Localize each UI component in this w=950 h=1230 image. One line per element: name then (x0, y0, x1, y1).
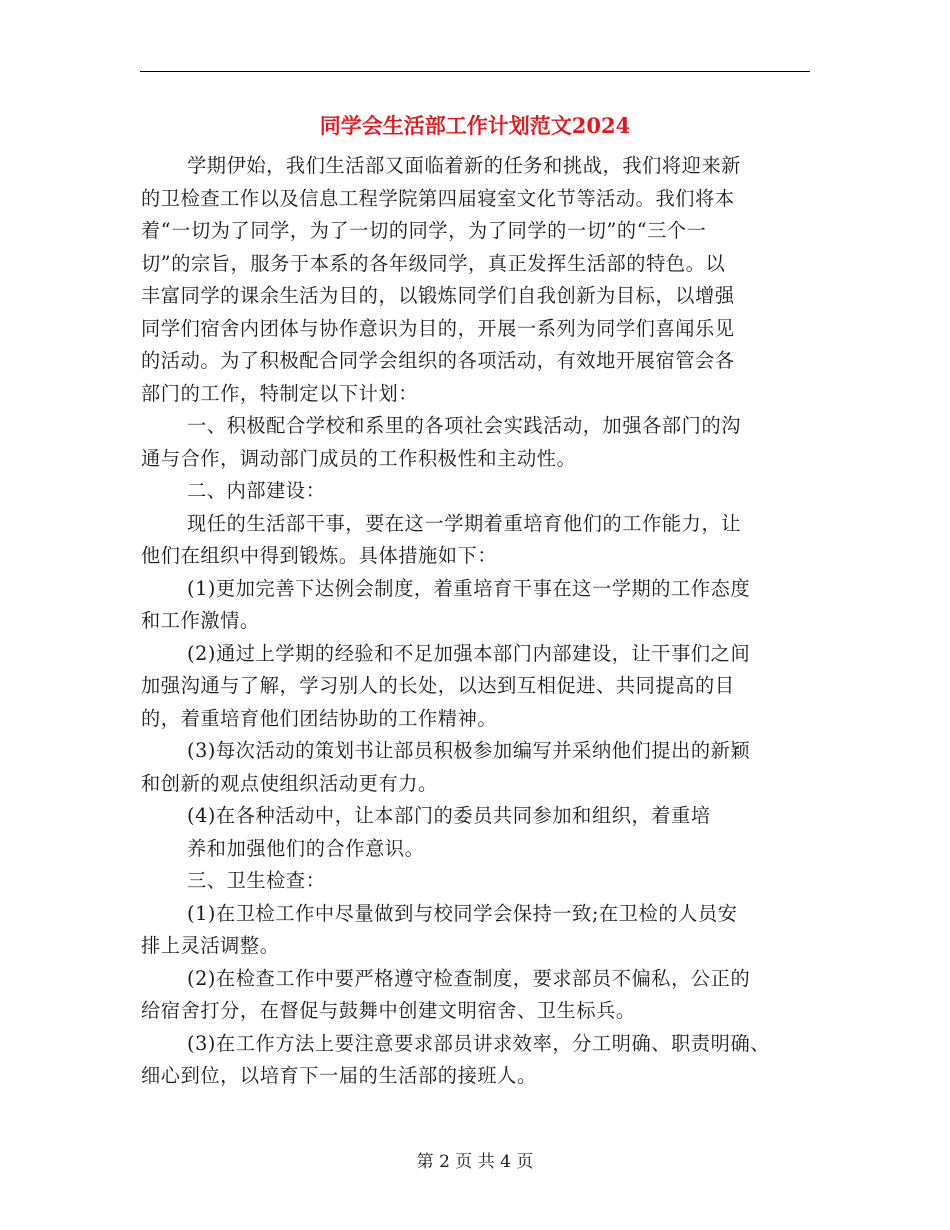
text-line: 着“一切为了同学，为了一切的同学，为了同学的一切”的“三个一 (141, 219, 707, 242)
text-line: (1)更加完善下达例会制度，着重培育干事在这一学期的工作态度 (187, 576, 751, 600)
text-line: 通与合作，调动部门成员的工作积极性和主动性。 (141, 446, 577, 470)
text-line: 学期伊始，我们生活部又面临着新的任务和挑战，我们将迎来新 (187, 154, 742, 177)
text-line: 的，着重培育他们团结协助的工作精神。 (141, 706, 498, 730)
text-line: (4)在各种活动中，让本部门的委员共同参加和组织，着重培 (187, 804, 711, 827)
text-line: 和工作激情。 (141, 609, 260, 632)
text-line: 给宿舍打分，在督促与鼓舞中创建文明宿舍、卫生标兵。 (141, 999, 636, 1022)
document-title: 同学会生活部工作计划范文2024 (319, 113, 631, 138)
text-line: 的卫检查工作以及信息工程学院第四届寝室文化节等活动。我们将本 (141, 186, 735, 210)
text-line: (3)每次活动的策划书让部员积极参加编写并采纳他们提出的新颖 (187, 739, 751, 762)
text-line: 丰富同学的课余生活为目的，以锻炼同学们自我创新为目标，以增强 (141, 284, 735, 307)
page-footer: 第 2 页 共 4 页 (416, 1152, 534, 1172)
header-rule (140, 71, 810, 72)
text-line: 的活动。为了积极配合同学会组织的各项活动，有效地开展宿管会各 (141, 349, 735, 372)
text-line: 细心到位，以培育下一届的生活部的接班人。 (141, 1064, 537, 1087)
text-line: (3)在工作方法上要注意要求部员讲求效率，分工明确、职责明确、 (187, 1031, 771, 1055)
document-body (141, 150, 821, 1093)
text-line: 三、卫生检查： (187, 869, 326, 892)
text-line: 养和加强他们的合作意识。 (187, 836, 425, 860)
text-line: 加强沟通与了解，学习别人的长处，以达到互相促进、共同提高的目 (141, 674, 735, 697)
text-line: 和创新的观点使组织活动更有力。 (141, 771, 438, 795)
text-line: 同学们宿舍内团体与协作意识为目的，开展一系列为同学们喜闻乐见 (141, 316, 735, 340)
text-line: 他们在组织中得到锻炼。具体措施如下： (141, 544, 498, 567)
text-line: 一、积极配合学校和系里的各项社会实践活动，加强各部门的沟 (187, 414, 742, 437)
text-line: (2)通过上学期的经验和不足加强本部门内部建设，让干事们之间 (187, 641, 751, 665)
text-line: 二、内部建设： (187, 479, 326, 502)
text-line: 现任的生活部干事，要在这一学期着重培育他们的工作能力，让 (187, 511, 742, 535)
text-line: 切”的宗旨，服务于本系的各年级同学，真正发挥生活部的特色。以 (141, 251, 726, 275)
text-line: (2)在检查工作中要严格遵守检查制度，要求部员不偏私，公正的 (187, 966, 751, 990)
text-line: 排上灵活调整。 (141, 934, 280, 957)
text-line: (1)在卫检工作中尽量做到与校同学会保持一致;在卫检的人员安 (187, 901, 738, 925)
text-line: 部门的工作，特制定以下计划： (141, 381, 419, 405)
